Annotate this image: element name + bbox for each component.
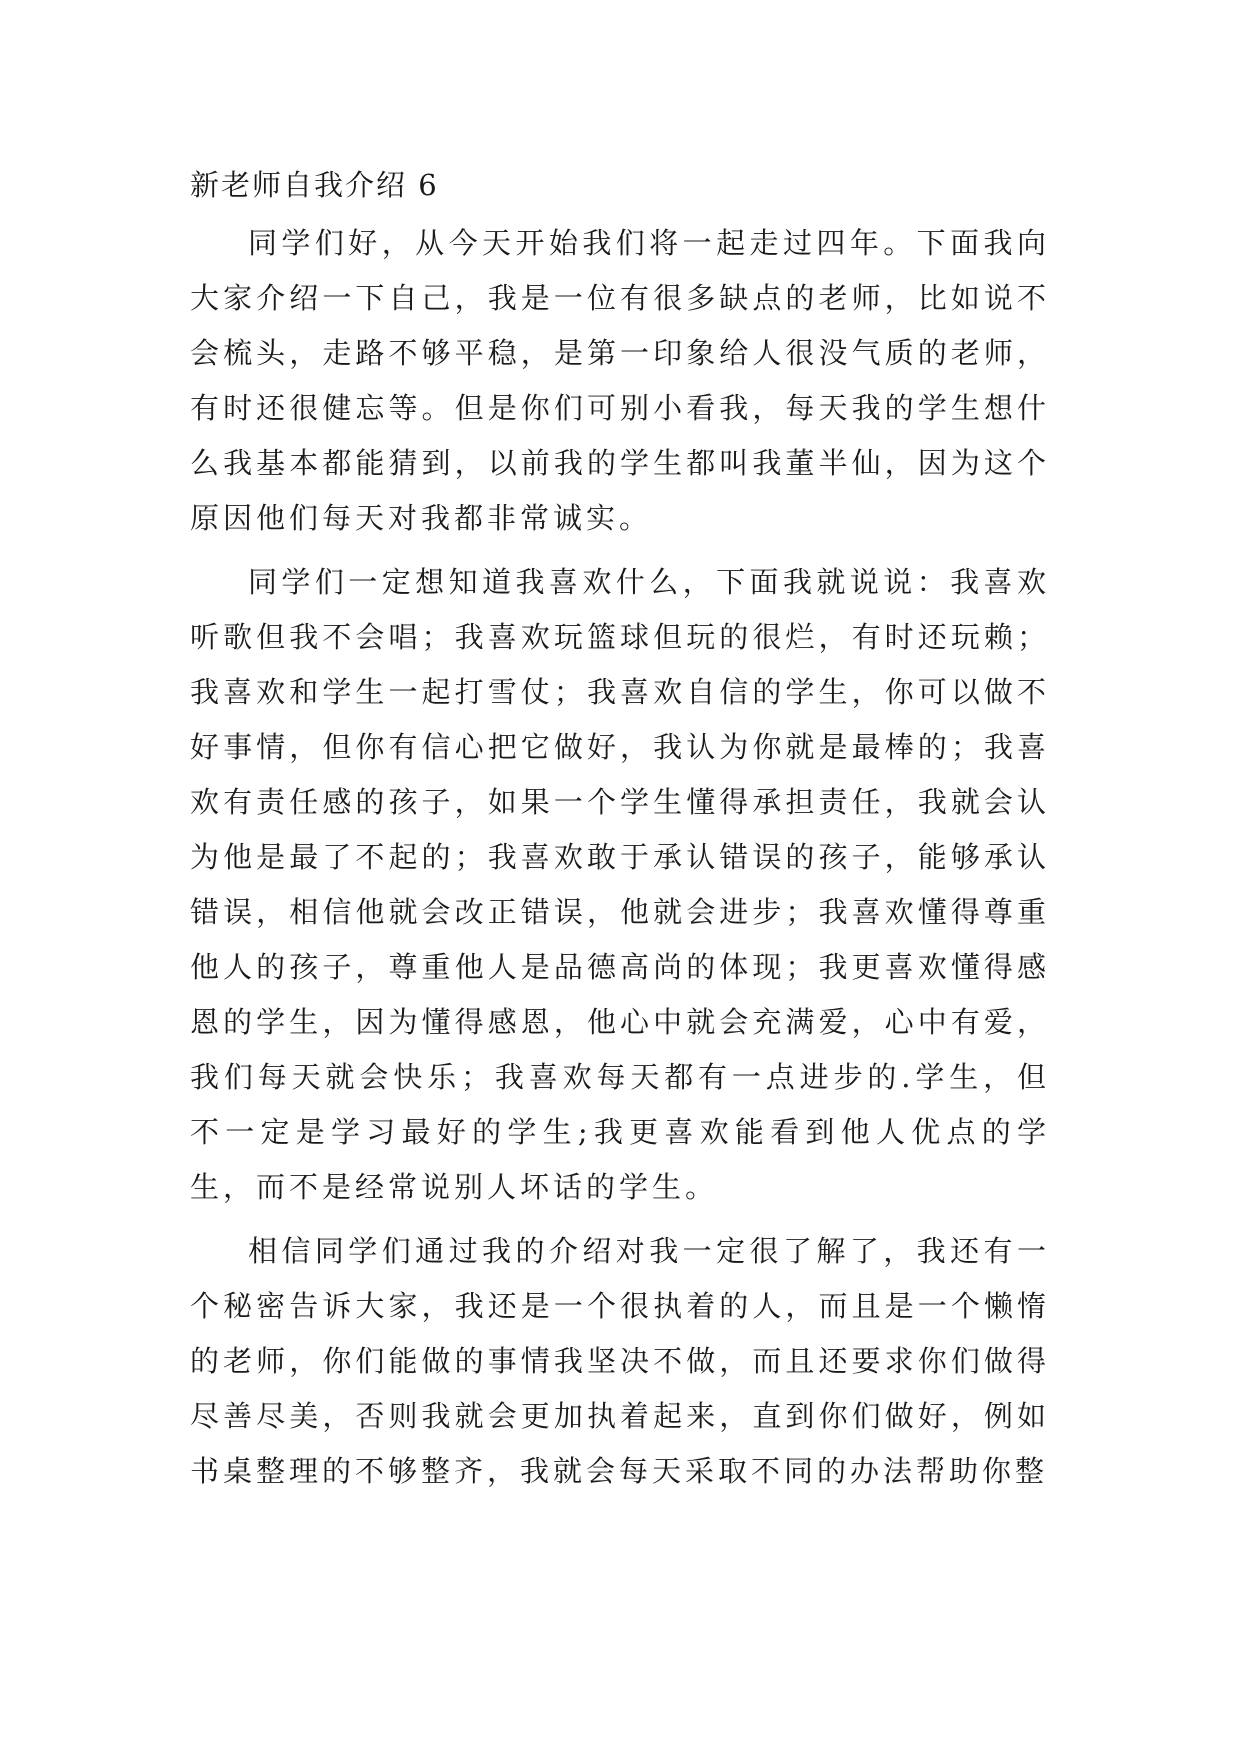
paragraph-2: 同学们一定想知道我喜欢什么，下面我就说说：我喜欢听歌但我不会唱；我喜欢玩篮球但玩的很烂，有时还玩赖；我喜欢和学生一起打雪仗；我喜欢自信的学生，你可以做不好事情，但你有信心把它做好，我认为你就是最棒的；我喜欢有责任感的孩子，如果一个学生懂得承担责任，我就会认为他是最了不起的；我喜欢敢于承认错误的孩子，能够承认错误，相信他就会改正错误，他就会进步；我喜欢懂得尊重他人的孩子，尊重他人是品德高尚的体现；我更喜欢懂得感恩的学生，因为懂得感恩，他心中就会充满爱，心中有爱，我们每天就会快乐；我喜欢每天都有一点进步的.学生，但不一定是学习最好的学生;我更喜欢能看到他人优点的学生，而不是经常说别人坏话的学生。	[190, 565, 1050, 1204]
document-title: 新老师自我介绍 6	[190, 168, 439, 202]
document-body	[190, 160, 1050, 1508]
paragraph-1: 同学们好，从今天开始我们将一起走过四年。下面我向大家介绍一下自己，我是一位有很多缺点的老师，比如说不会梳头，走路不够平稳，是第一印象给人很没气质的老师，有时还很健忘等。但是你们可别小看我，每天我的学生想什么我基本都能猜到，以前我的学生都叫我董半仙，因为这个原因他们每天对我都非常诚实。	[190, 226, 1050, 535]
paragraph-3: 相信同学们通过我的介绍对我一定很了解了，我还有一个秘密告诉大家，我还是一个很执着的人，而且是一个懒惰的老师，你们能做的事情我坚决不做，而且还要求你们做得尽善尽美，否则我就会更加执着起来，直到你们做好，例如书桌整理的不够整齐，我就会每天采取不同的办法帮助你整	[190, 1234, 1050, 1488]
